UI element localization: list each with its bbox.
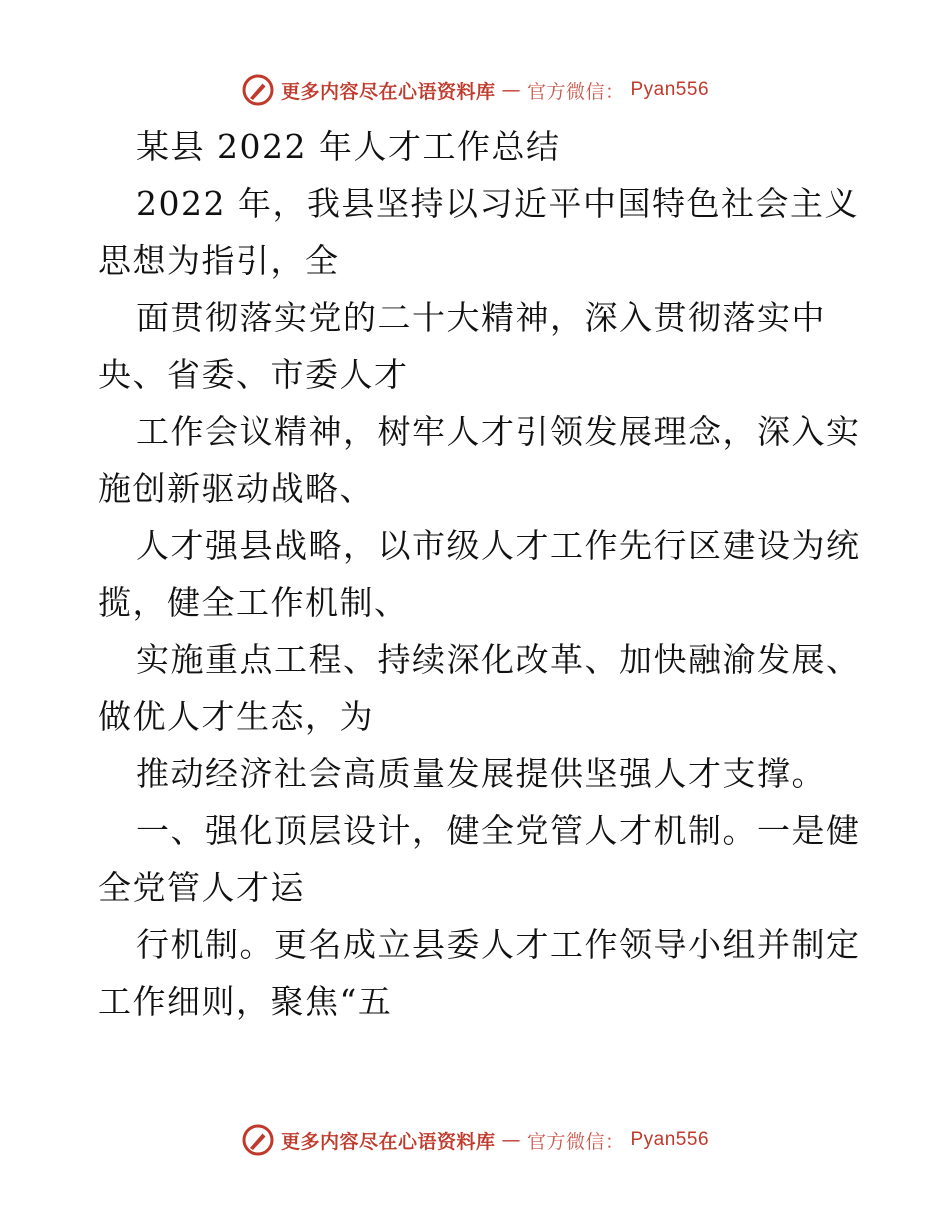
text-line: 面贯彻落实党的二十大精神，深入贯彻落实中 [136, 298, 826, 337]
text-line: 工作细则，聚焦“五 [98, 982, 393, 1021]
text-line: 一、强化顶层设计，健全党管人才机制。一是健 [136, 811, 861, 850]
watermark-dash: — [501, 79, 521, 101]
quill-logo-icon [241, 73, 275, 107]
text-line: 施创新驱动战略、 [98, 469, 374, 508]
document-body [98, 118, 861, 1030]
watermark-wechat-id: Pyan556 [630, 79, 710, 100]
document-title: 某县 2022 年人才工作总结 [136, 127, 561, 166]
text-line: 思想为指引，全 [98, 241, 340, 280]
watermark-wechat-label: 官方微信： [526, 1130, 625, 1153]
header-watermark [0, 70, 950, 110]
watermark-dash: — [501, 1129, 521, 1151]
text-line: 推动经济社会高质量发展提供坚强人才支撑。 [136, 754, 826, 793]
text-line: 全党管人才运 [98, 868, 305, 907]
text-line: 揽，健全工作机制、 [98, 583, 409, 622]
text-line: 做优人才生态，为 [98, 697, 374, 736]
watermark-wechat-id: Pyan556 [630, 1129, 710, 1150]
text-line: 央、省委、市委人才 [98, 355, 409, 394]
quill-logo-icon [241, 1123, 275, 1157]
text-line: 2022 年，我县坚持以习近平中国特色社会主义 [136, 184, 859, 223]
watermark-site-text: 更多内容尽在心语资料库 [280, 80, 496, 103]
text-line: 工作会议精神，树牢人才引领发展理念，深入实 [136, 412, 861, 451]
text-line: 实施重点工程、持续深化改革、加快融渝发展、 [136, 640, 861, 679]
footer-watermark [0, 1120, 950, 1160]
watermark-site-text: 更多内容尽在心语资料库 [280, 1130, 496, 1153]
text-line: 人才强县战略，以市级人才工作先行区建设为统 [136, 526, 861, 565]
watermark-wechat-label: 官方微信： [526, 80, 625, 103]
text-line: 行机制。更名成立县委人才工作领导小组并制定 [136, 925, 861, 964]
